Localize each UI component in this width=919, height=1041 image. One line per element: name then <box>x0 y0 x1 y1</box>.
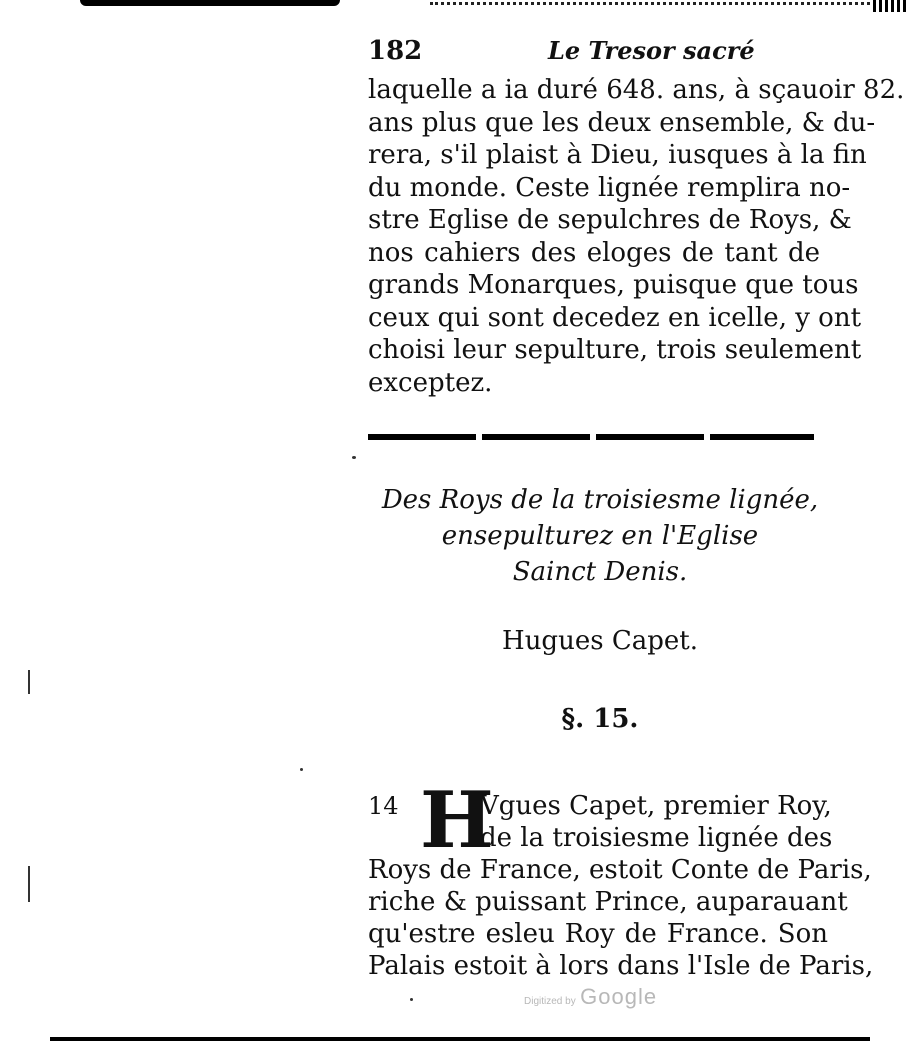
scan-edge-top <box>80 0 340 6</box>
text-line: qu'estre esleu Roy de France. Son <box>368 919 828 949</box>
speck <box>300 768 303 771</box>
gutter-mark <box>28 866 30 902</box>
scan-edge-bottom <box>50 1037 870 1041</box>
speck <box>352 456 356 459</box>
text-line: Vgues Capet, premier Roy, <box>480 791 832 821</box>
scan-edge-dots <box>430 2 870 8</box>
section-heading <box>360 482 840 590</box>
heading-line: Des Roys de la troisiesme lignée, <box>381 485 819 515</box>
heading-line: Sainct Denis. <box>512 557 688 587</box>
text-line: grands Monarques, puisque que tous <box>368 270 859 300</box>
entry-text <box>368 775 874 982</box>
gutter-mark <box>28 670 30 694</box>
text-line: du monde. Ceste lignée remplira no- <box>368 172 851 203</box>
text-line: Roys de France, estoit Conte de Paris, <box>368 855 872 885</box>
text-line: choisi leur sepulture, trois seulement <box>368 335 862 365</box>
subject-title: Hugues Capet. <box>502 626 698 656</box>
section-divider <box>368 434 814 440</box>
text-line: stre Eglise de sepulchres de Roys, & <box>368 205 852 235</box>
drop-cap: H <box>420 775 494 866</box>
digitization-credit <box>524 984 657 1010</box>
text-line: riche & puissant Prince, auparauant <box>368 887 848 917</box>
text-line: laquelle a ia duré 648. ans, à sçauoir 82. <box>368 75 905 105</box>
text-line: nos cahiers des eloges de tant de <box>368 237 820 268</box>
text-line: de la troisiesme lignée des <box>480 823 833 853</box>
scan-edge-right <box>873 0 909 12</box>
speck <box>410 998 413 1001</box>
running-title: Le Tresor sacré <box>548 36 755 65</box>
text-line: ceux qui sont decedez en icelle, y ont <box>368 302 862 333</box>
heading-line: ensepulturez en l'Eglise <box>441 521 759 551</box>
google-logo: Google <box>580 984 658 1009</box>
body-text <box>368 74 905 399</box>
text-line: Palais estoit à lors dans l'Isle de Paris, <box>368 951 874 981</box>
text-line: rera, s'il plaist à Dieu, iusques à la fin <box>368 140 867 170</box>
text-line: ans plus que les deux ensemble, & du- <box>368 107 876 138</box>
paragraph-mark: §. 15. <box>561 704 639 734</box>
page-number: 182 <box>368 36 423 66</box>
page-header <box>368 36 818 70</box>
margin-number: 14 <box>368 792 399 820</box>
text-line: exceptez. <box>368 367 493 398</box>
digitized-label: Digitized by <box>524 996 576 1007</box>
